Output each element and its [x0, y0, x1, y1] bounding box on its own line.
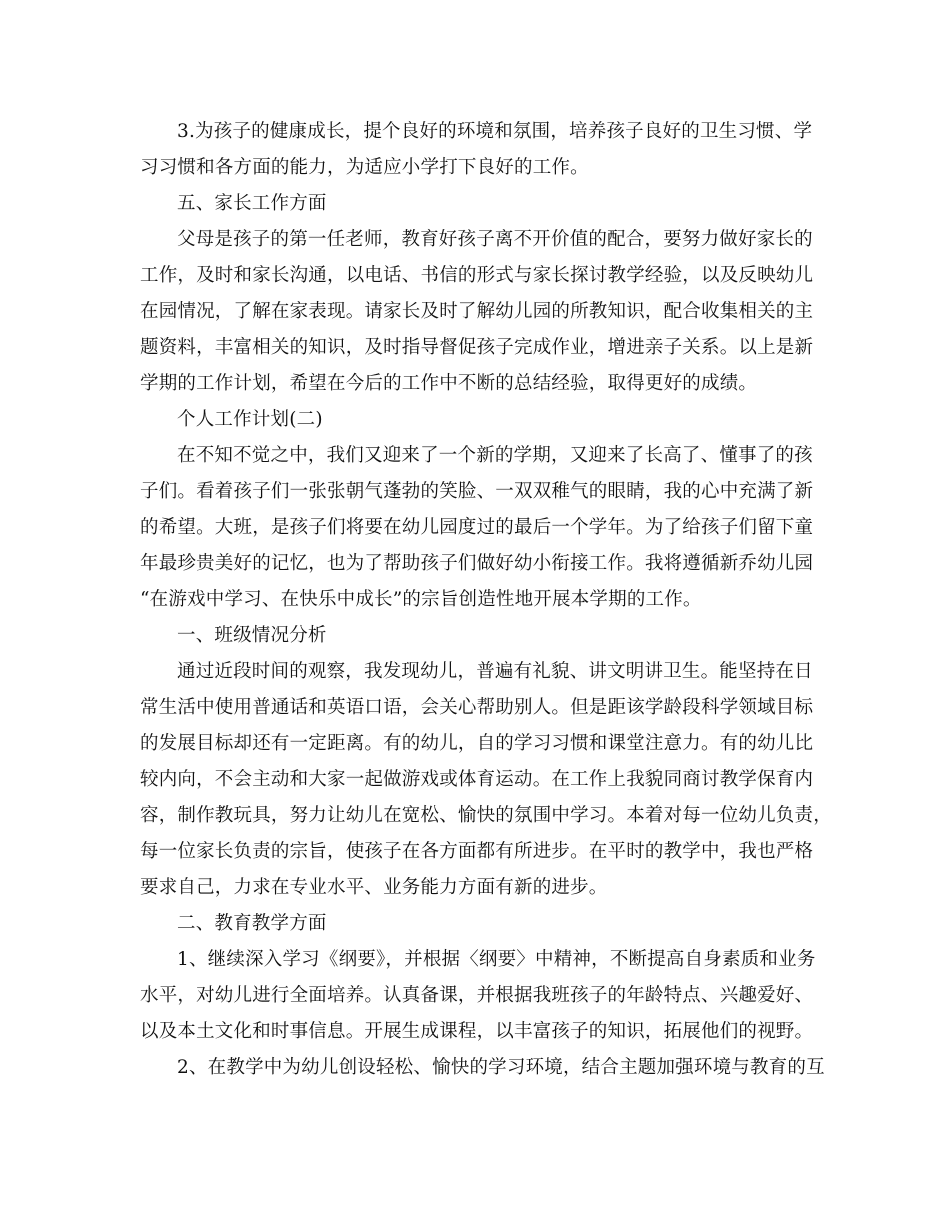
text-line: 每一位家长负责的宗旨，使孩子在各方面都有所进步。在平时的教学中，我也严格	[140, 841, 814, 862]
text-line: 的发展目标却还有一定距离。有的幼儿，自的学习习惯和课堂注意力。有的幼儿比	[140, 733, 814, 754]
text-line: 容，制作教玩具，努力让幼儿在宽松、愉快的氛围中学习。本着对每一位幼儿负责，	[140, 805, 832, 826]
text-line: 年最珍贵美好的记忆，也为了帮助孩子们做好幼小衔接工作。我将遵循新乔幼儿园	[140, 553, 814, 574]
text-line: 在不知不觉之中，我们又迎来了一个新的学期，又迎来了长高了、懂事了的孩	[177, 445, 813, 466]
heading-text: 个人工作计划(二)	[177, 409, 323, 430]
text-line: 通过近段时间的观察，我发现幼儿，普遍有礼貌、讲文明讲卫生。能坚持在日	[177, 661, 813, 682]
heading-text: 一、班级情况分析	[177, 625, 327, 646]
text-line: 父母是孩子的第一任老师，教育好孩子离不开价值的配合，要努力做好家长的	[177, 229, 813, 250]
text-line: 水平，对幼儿进行全面培养。认真备课，并根据我班孩子的年龄特点、兴趣爱好、	[140, 985, 814, 1006]
text-line: 在园情况，了解在家表现。请家长及时了解幼儿园的所教知识，配合收集相关的主	[140, 301, 814, 322]
paragraph-parent-work	[140, 222, 820, 402]
text-line: 题资料，丰富相关的知识，及时指导督促孩子完成作业，增进亲子关系。以上是新	[140, 337, 814, 358]
paragraph-teaching-item-1	[140, 942, 820, 1050]
document-body	[140, 114, 832, 1086]
text-line: 学期的工作计划，希望在今后的工作中不断的总结经验，取得更好的成绩。	[140, 373, 758, 394]
paragraph-class-analysis	[140, 654, 832, 906]
section-heading-teaching	[140, 906, 820, 942]
paragraph-hygiene-habits	[140, 114, 820, 186]
text-line: 常生活中使用普通话和英语口语，会关心帮助别人。但是距该学龄段科学领域目标	[140, 697, 814, 718]
text-line: 以及本土文化和时事信息。开展生成课程，以丰富孩子的知识，拓展他们的视野。	[140, 1021, 814, 1042]
text-line: 要求自己，力求在专业水平、业务能力方面有新的进步。	[140, 877, 608, 898]
paragraph-teaching-item-2	[140, 1050, 825, 1086]
text-line: 子们。看着孩子们一张张朝气蓬勃的笑脸、一双双稚气的眼睛，我的心中充满了新	[140, 481, 814, 502]
text-line: “在游戏中学习、在快乐中成长”的宗旨创造性地开展本学期的工作。	[140, 589, 702, 610]
section-heading-class-analysis	[140, 618, 820, 654]
heading-text: 二、教育教学方面	[177, 913, 327, 934]
text-line: 3.为孩子的健康成长，提个良好的环境和氛围，培养孩子良好的卫生习惯、学	[177, 121, 813, 142]
paragraph-new-semester	[140, 438, 820, 618]
text-line: 1、继续深入学习《纲要》，并根据〈纲要〉中精神，不断提高自身素质和业务	[177, 949, 816, 970]
text-line: 的希望。大班，是孩子们将要在幼儿园度过的最后一个学年。为了给孩子们留下童	[140, 517, 814, 538]
text-line: 习习惯和各方面的能力，为适应小学打下良好的工作。	[140, 157, 589, 178]
section-heading-parent-work	[140, 186, 820, 222]
text-line: 较内向，不会主动和大家一起做游戏或体育运动。在工作上我貌同商讨教学保育内	[140, 769, 814, 790]
text-line: 工作，及时和家长沟通，以电话、书信的形式与家长探讨教学经验，以及反映幼儿	[140, 265, 814, 286]
section-heading-personal-plan-2	[140, 402, 820, 438]
heading-text: 五、家长工作方面	[177, 193, 327, 214]
text-line: 2、在教学中为幼儿创设轻松、愉快的学习环境，结合主题加强环境与教育的互	[177, 1057, 825, 1078]
